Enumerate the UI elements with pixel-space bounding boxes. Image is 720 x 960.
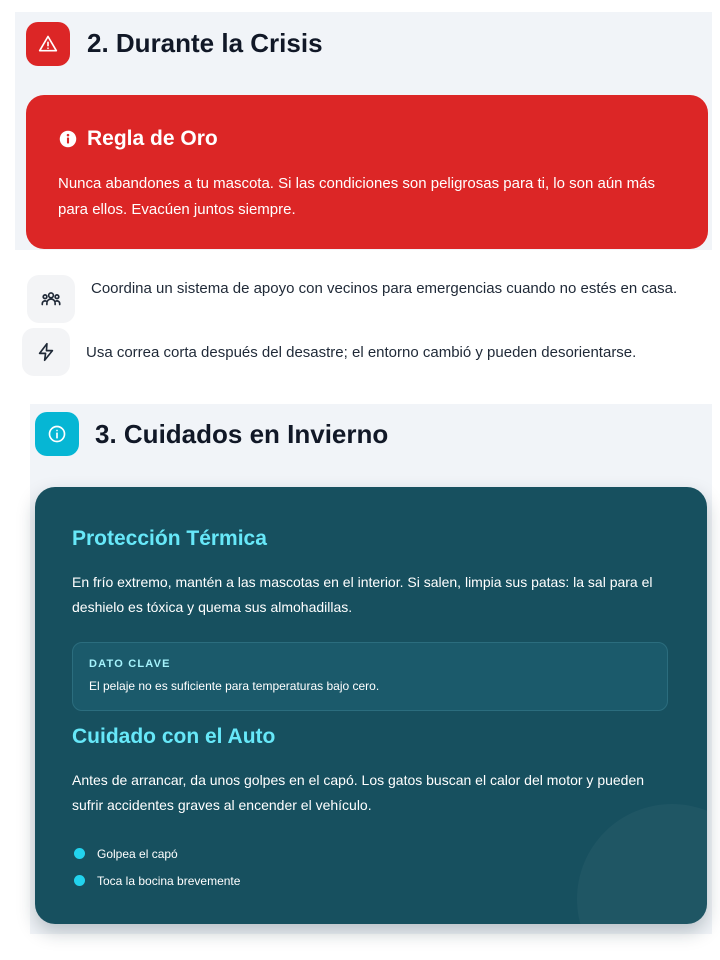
bullet-dot [74,875,85,886]
crisis-header-badge [26,22,70,66]
winter-card [35,487,707,924]
decorative-circle [577,804,707,924]
users-group-icon [40,288,62,310]
car-title: Cuidado con el Auto [72,725,276,748]
bullet-dot [74,848,85,859]
bullet-text: Golpea el capó [97,846,178,861]
list-item [74,840,240,867]
info-circle-icon [59,130,77,148]
winter-section [30,404,712,934]
key-fact-text: El pelaje no es suficiente para temperaturas bajo cero. [89,679,380,693]
key-fact-box [72,642,668,711]
key-fact-label: DATO CLAVE [89,658,171,670]
golden-rule-header [59,127,218,151]
car-body: Antes de arrancar, da unos golpes en el capó. Los gatos buscan el calor del motor y pueden sufrir accidentes graves al encender el vehículo. [72,772,645,813]
winter-title: 3. Cuidados en Invierno [95,419,389,449]
crisis-section [15,12,712,250]
bullet-text: Toca la bocina brevemente [97,873,241,888]
info-circle-outline-icon [47,424,67,444]
crisis-title: 2. Durante la Crisis [87,28,323,58]
thermal-title: Protección Térmica [72,527,267,550]
golden-rule-body: Nunca abandones a tu mascota. Si las condiciones son peligrosas para ti, lo son aún más para ellos. Evacúen juntos siempre. [58,175,656,218]
golden-rule-title: Regla de Oro [87,127,218,150]
car-bullet-list [74,840,240,894]
winter-header-badge [35,412,79,456]
tip-icon-box-neighbors [27,275,75,323]
tip-icon-box-leash [22,328,70,376]
thermal-body: En frío extremo, mantén a las mascotas en el interior. Si salen, limpia sus patas: la sal para el deshielo es tóxica y quema sus almohadillas. [72,574,653,615]
list-item [74,867,240,894]
warning-triangle-icon [38,34,58,54]
tip-text-neighbors: Coordina un sistema de apoyo con vecinos para emergencias cuando no estés en casa. [91,280,678,297]
golden-rule-card [26,95,708,249]
lightning-bolt-icon [35,341,57,363]
tip-text-leash: Usa correa corta después del desastre; el entorno cambió y pueden desorientarse. [86,344,637,361]
